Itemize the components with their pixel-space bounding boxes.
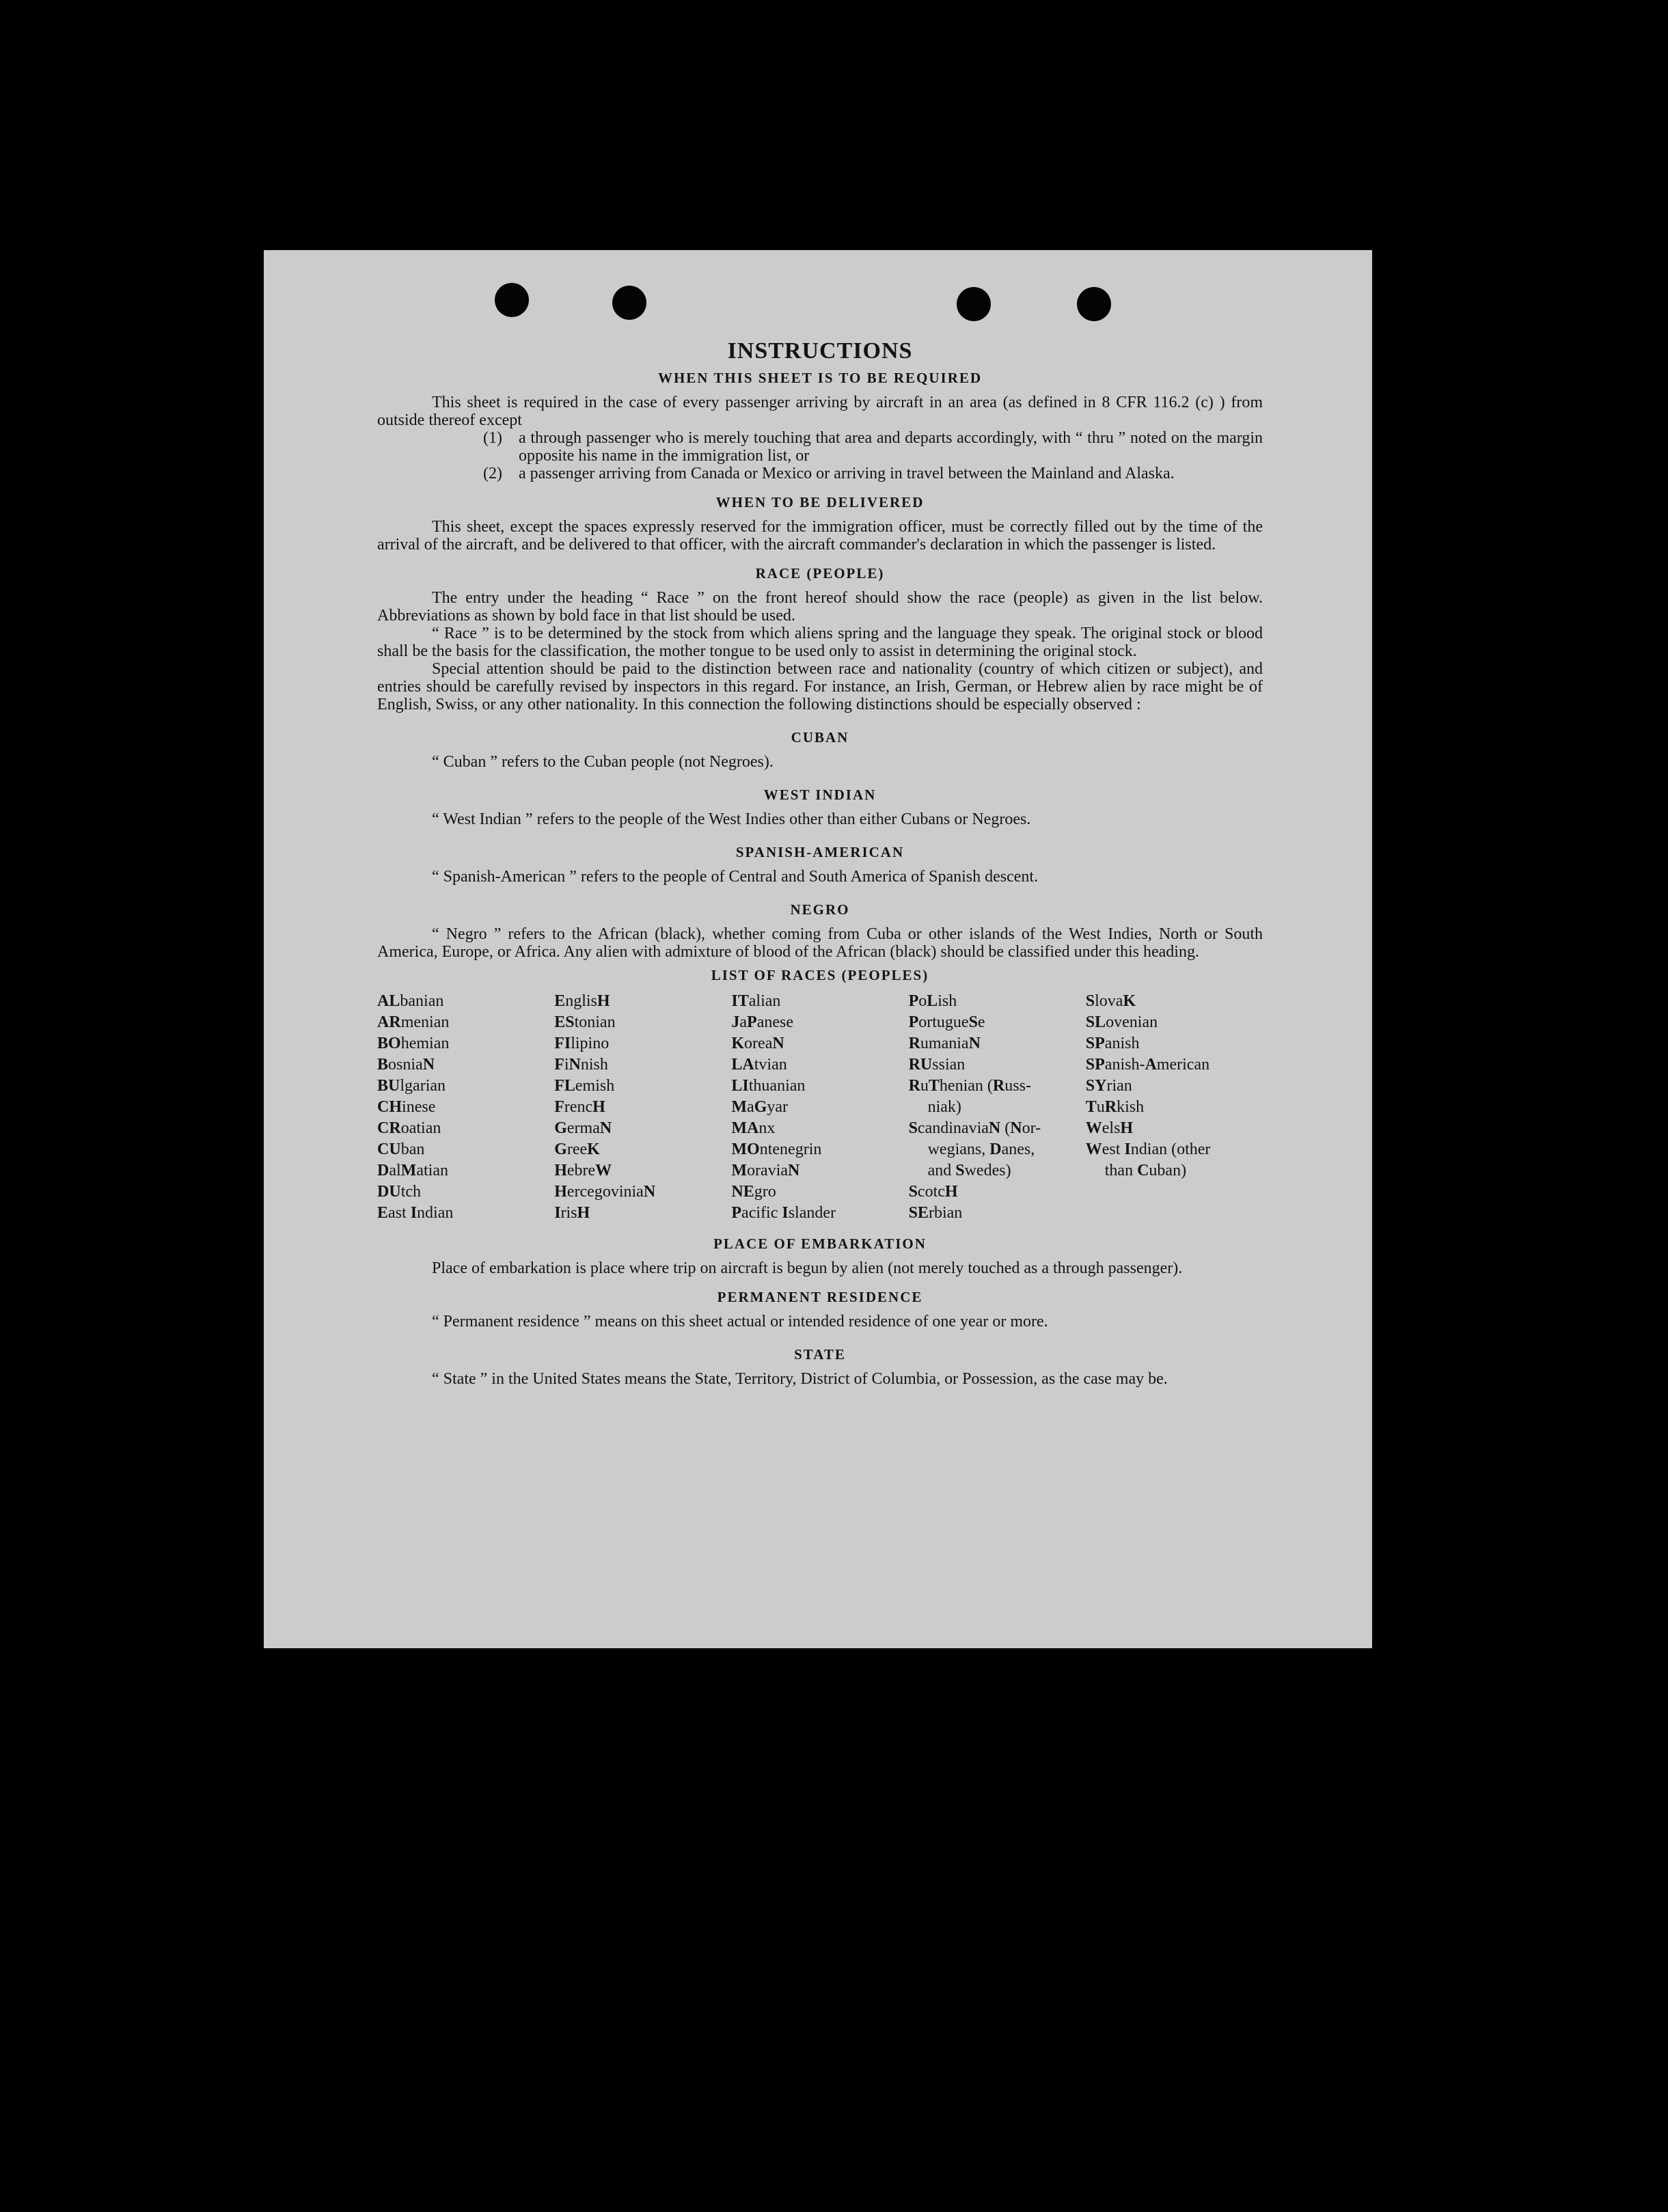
race-entry: LIthuanian: [731, 1077, 806, 1095]
race-entry: HebreW: [554, 1162, 612, 1179]
race-entry: FiNnish: [554, 1056, 608, 1074]
section-heading-spanish-american: SPANISH-AMERICAN: [735, 844, 905, 860]
race-entry: GermaN: [554, 1119, 612, 1137]
race-entry: CRoatian: [377, 1119, 441, 1137]
race-entry: ScandinaviaN (Nor-: [908, 1119, 1041, 1137]
section-heading-cuban: CUBAN: [791, 729, 849, 746]
race-entry: DUtch: [377, 1183, 422, 1201]
page-title: INSTRUCTIONS: [727, 338, 913, 364]
required-exception-2: [483, 465, 1263, 482]
race-entry: BosniaN: [377, 1056, 435, 1074]
race-entry: MaGyar: [731, 1098, 789, 1116]
item-text: a through passenger who is merely touching that area and departs accordingly, with “ thru ” noted on the margin opposite his name in the immigration list, or: [519, 429, 1263, 465]
race-entry: FrencH: [554, 1098, 605, 1116]
race-entry: East Indian: [377, 1204, 454, 1222]
race-entry: IrisH: [554, 1204, 590, 1222]
race-entry: ARmenian: [377, 1013, 450, 1031]
race-entry: TuRkish: [1085, 1098, 1145, 1116]
section-heading-state: STATE: [794, 1346, 846, 1363]
race-entry-continuation: niak): [927, 1098, 961, 1116]
race-entry: CUban: [377, 1141, 425, 1158]
race-entry: NEgro: [731, 1183, 776, 1201]
race-entry: SYrian: [1085, 1077, 1132, 1095]
race-entry: FLemish: [554, 1077, 615, 1095]
race-entry: MAnx: [731, 1119, 776, 1137]
race-entry: ALbanian: [377, 992, 444, 1010]
section-heading-race: RACE (PEOPLE): [755, 565, 885, 582]
race-entry: WelsH: [1085, 1119, 1134, 1137]
race-entry: GreeK: [554, 1141, 600, 1158]
required-exception-1: [483, 429, 1263, 465]
race-paragraph-1: The entry under the heading “ Race ” on the front hereof should show the race (people) as given in the list below. Abbreviations as shown by bold face in that list should be used.: [377, 589, 1263, 625]
section-heading-required: WHEN THIS SHEET IS TO BE REQUIRED: [657, 370, 983, 386]
race-entry: ITalian: [731, 992, 781, 1010]
race-column: [731, 991, 908, 1224]
race-entry: CHinese: [377, 1098, 436, 1116]
document-sheet: [264, 250, 1372, 1648]
race-entry: ScotcH: [908, 1183, 958, 1201]
race-entry: EStonian: [554, 1013, 616, 1031]
race-entry: PoLish: [908, 992, 957, 1010]
section-heading-delivered: WHEN TO BE DELIVERED: [715, 494, 925, 510]
race-entry-continuation: than Cuban): [1104, 1162, 1187, 1179]
instructions-content: [377, 338, 1263, 1388]
race-column: [377, 991, 554, 1224]
race-entry: BOhemian: [377, 1035, 450, 1052]
race-entry: SLovenian: [1085, 1013, 1158, 1031]
race-entry: West Indian (other: [1085, 1141, 1211, 1158]
race-entry: SPanish-American: [1085, 1056, 1210, 1074]
race-entry: SErbian: [908, 1204, 963, 1222]
section-heading-west-indian: WEST INDIAN: [763, 787, 877, 803]
race-entry: DalMatian: [377, 1162, 448, 1179]
section-heading-embarkation: PLACE OF EMBARKATION: [713, 1235, 927, 1252]
race-entry: RUssian: [908, 1056, 966, 1074]
race-entry: FIlipino: [554, 1035, 610, 1052]
west-indian-text: “ West Indian ” refers to the people of the West Indies other than either Cubans or Negroes.: [432, 810, 1031, 828]
race-entry: KoreaN: [731, 1035, 784, 1052]
race-column: [909, 991, 1086, 1224]
race-paragraph-3: Special attention should be paid to the distinction between race and nationality (country of which citizen or subject), and entries should be carefully revised by inspectors in this regard. For instance, an Irish, German, or Hebrew alien by race might be of English, Swiss, or any other nationality. In this connection the following distinctions should be especially observed :: [377, 660, 1263, 713]
spanish-american-text: “ Spanish-American ” refers to the people of Central and South America of Spanish descent.: [432, 868, 1039, 886]
state-text: “ State ” in the United States means the State, Territory, District of Columbia, or Possession, as the case may be.: [432, 1370, 1168, 1388]
race-entry-continuation: wegians, Danes,: [927, 1141, 1035, 1158]
race-entry: PortugueSe: [908, 1013, 985, 1031]
negro-text: “ Negro ” refers to the African (black), whether coming from Cuba or other islands of the West Indies, North or South America, Europe, or Africa. Any alien with admixture of blood of the African (black) should be classified under this heading.: [377, 925, 1263, 961]
race-entry: SPanish: [1085, 1035, 1140, 1052]
race-entry: RumaniaN: [908, 1035, 981, 1052]
race-column: [1086, 991, 1263, 1224]
item-text: a passenger arriving from Canada or Mexico or arriving in travel between the Mainland and Alaska.: [519, 465, 1175, 482]
race-entry: MoraviaN: [731, 1162, 800, 1179]
punch-hole: [1077, 287, 1111, 321]
race-entry: Pacific Islander: [731, 1204, 836, 1222]
race-entry: JaPanese: [731, 1013, 794, 1031]
punch-hole: [957, 287, 991, 321]
race-entry-continuation: and Swedes): [927, 1162, 1011, 1179]
cuban-text: “ Cuban ” refers to the Cuban people (not Negroes).: [432, 753, 774, 771]
embarkation-text: Place of embarkation is place where trip on aircraft is begun by alien (not merely touched as a through passenger).: [432, 1259, 1183, 1277]
race-entry: SlovaK: [1085, 992, 1136, 1010]
required-intro: This sheet is required in the case of every passenger arriving by aircraft in an area (as defined in 8 CFR 116.2 (c) ) from outside thereof except: [377, 394, 1263, 429]
section-heading-negro: NEGRO: [790, 901, 850, 918]
section-heading-race-list: LIST OF RACES (PEOPLES): [711, 967, 929, 983]
residence-text: “ Permanent residence ” means on this sheet actual or intended residence of one year or more.: [432, 1313, 1048, 1330]
race-entry: RuThenian (Russ-: [908, 1077, 1031, 1095]
race-list-table: [377, 991, 1263, 1224]
delivered-text: This sheet, except the spaces expressly reserved for the immigration officer, must be correctly filled out by the time of the arrival of the aircraft, and be delivered to that officer, with the aircraft commander's declaration in which the passenger is listed.: [377, 518, 1263, 554]
item-number: (2): [483, 465, 502, 482]
race-entry: LAtvian: [731, 1056, 787, 1074]
punch-hole: [495, 283, 529, 317]
race-entry: BUlgarian: [377, 1077, 446, 1095]
race-entry: EnglisH: [554, 992, 610, 1010]
race-entry: HercegoviniaN: [554, 1183, 656, 1201]
section-heading-residence: PERMANENT RESIDENCE: [717, 1289, 923, 1305]
race-entry: MOntenegrin: [731, 1141, 822, 1158]
item-number: (1): [483, 429, 502, 447]
race-column: [554, 991, 731, 1224]
punch-hole: [612, 286, 646, 320]
race-paragraph-2: “ Race ” is to be determined by the stock from which aliens spring and the language they speak. The original stock or blood shall be the basis for the classification, the mother tongue to be used only to assist in determining the original stock.: [377, 625, 1263, 660]
